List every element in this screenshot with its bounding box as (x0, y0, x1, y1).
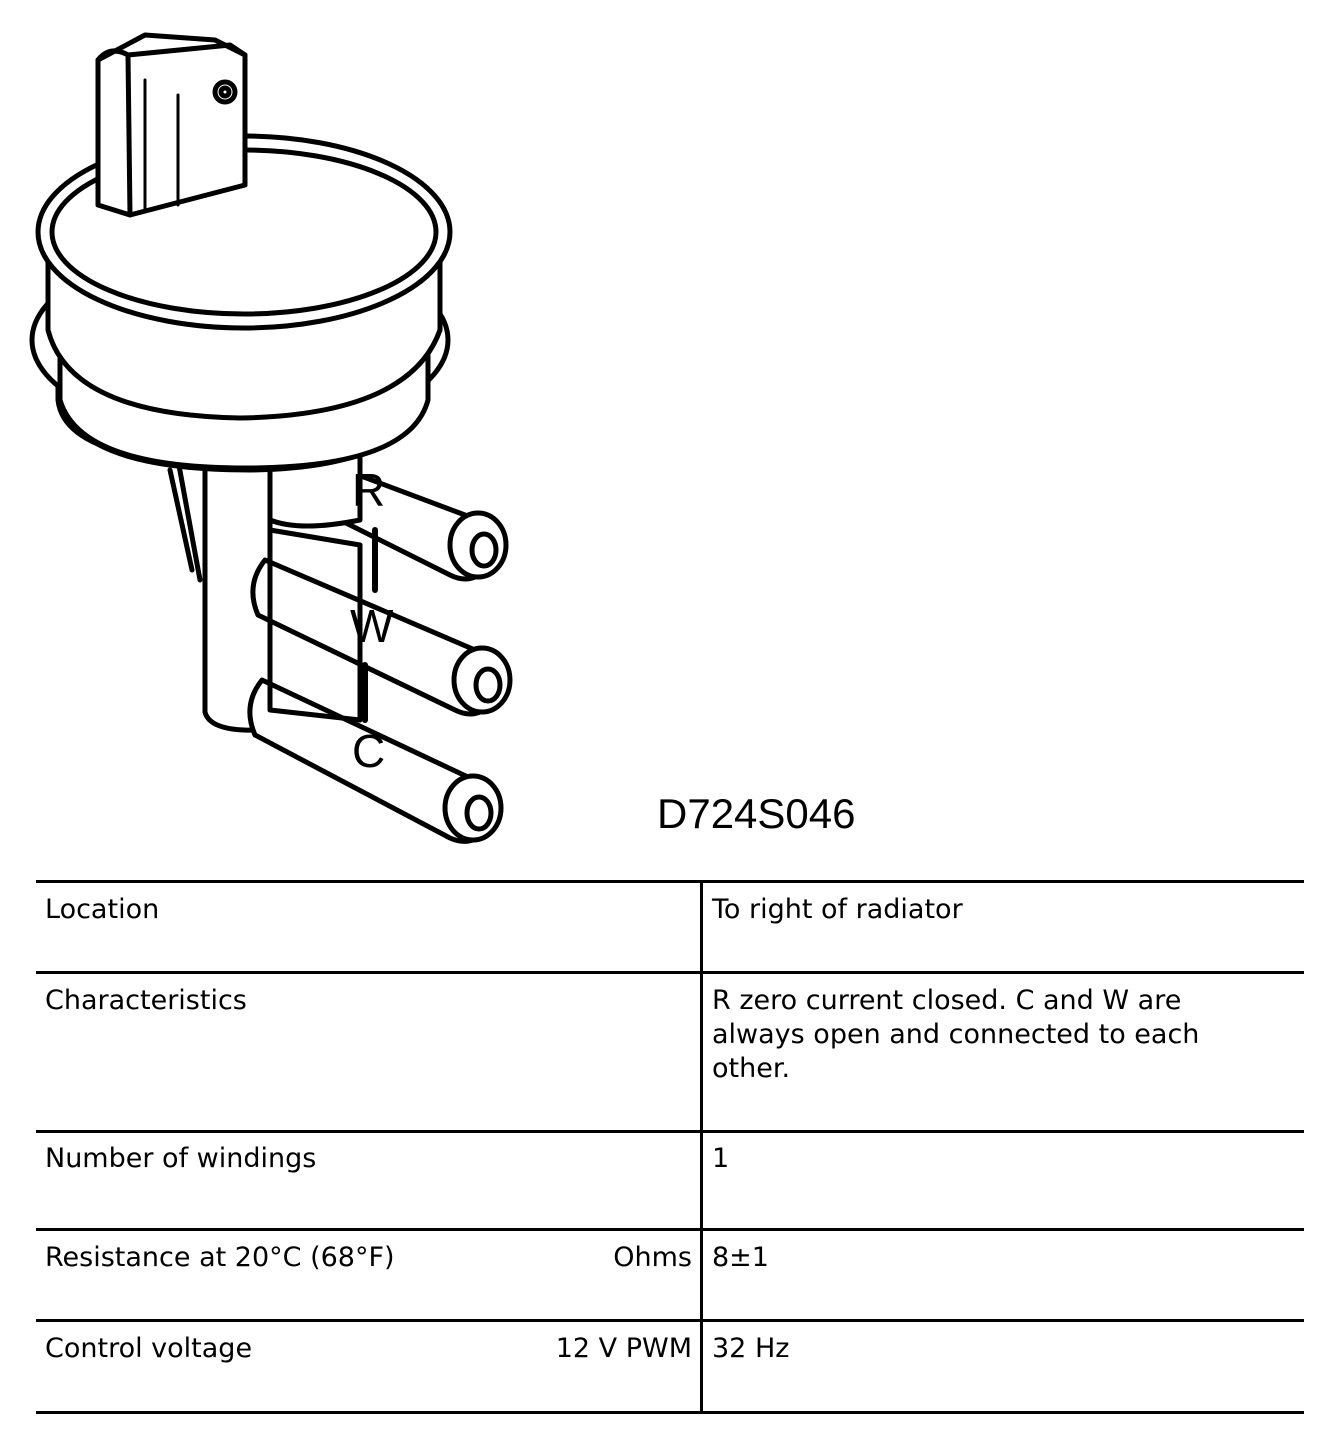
spec-value-control-voltage: 32 Hz (712, 1333, 790, 1364)
spec-label-windings: Number of windings (45, 1143, 317, 1174)
spec-value-resistance: 8±1 (712, 1242, 769, 1273)
table-rule (36, 971, 1304, 974)
table-rule (36, 1130, 1304, 1133)
spec-label-resistance: Resistance at 20°C (68°F) (45, 1242, 395, 1273)
spec-value-windings: 1 (712, 1143, 730, 1174)
figure-code: D724S046 (657, 790, 856, 837)
solenoid-valve-illustration (0, 0, 560, 860)
spec-label-characteristics: Characteristics (45, 985, 247, 1016)
spec-value-location: To right of radiator (712, 894, 963, 925)
spec-unit-resistance: Ohms (613, 1242, 692, 1273)
table-rule (36, 1319, 1304, 1322)
table-rule (36, 880, 1304, 883)
table-rule (36, 1228, 1304, 1231)
table-rule (36, 1411, 1304, 1414)
port-label-c: C (352, 725, 386, 777)
port-label-r: R (352, 464, 386, 516)
spec-unit-control-voltage: 12 V PWM (555, 1333, 692, 1364)
spec-label-control-voltage: Control voltage (45, 1333, 253, 1364)
spec-value-characteristics: R zero current closed. C and W are always open and connected to each other. (712, 985, 1200, 1084)
port-label-w: W (350, 600, 394, 652)
column-divider (700, 882, 703, 1414)
spec-label-location: Location (45, 894, 160, 925)
